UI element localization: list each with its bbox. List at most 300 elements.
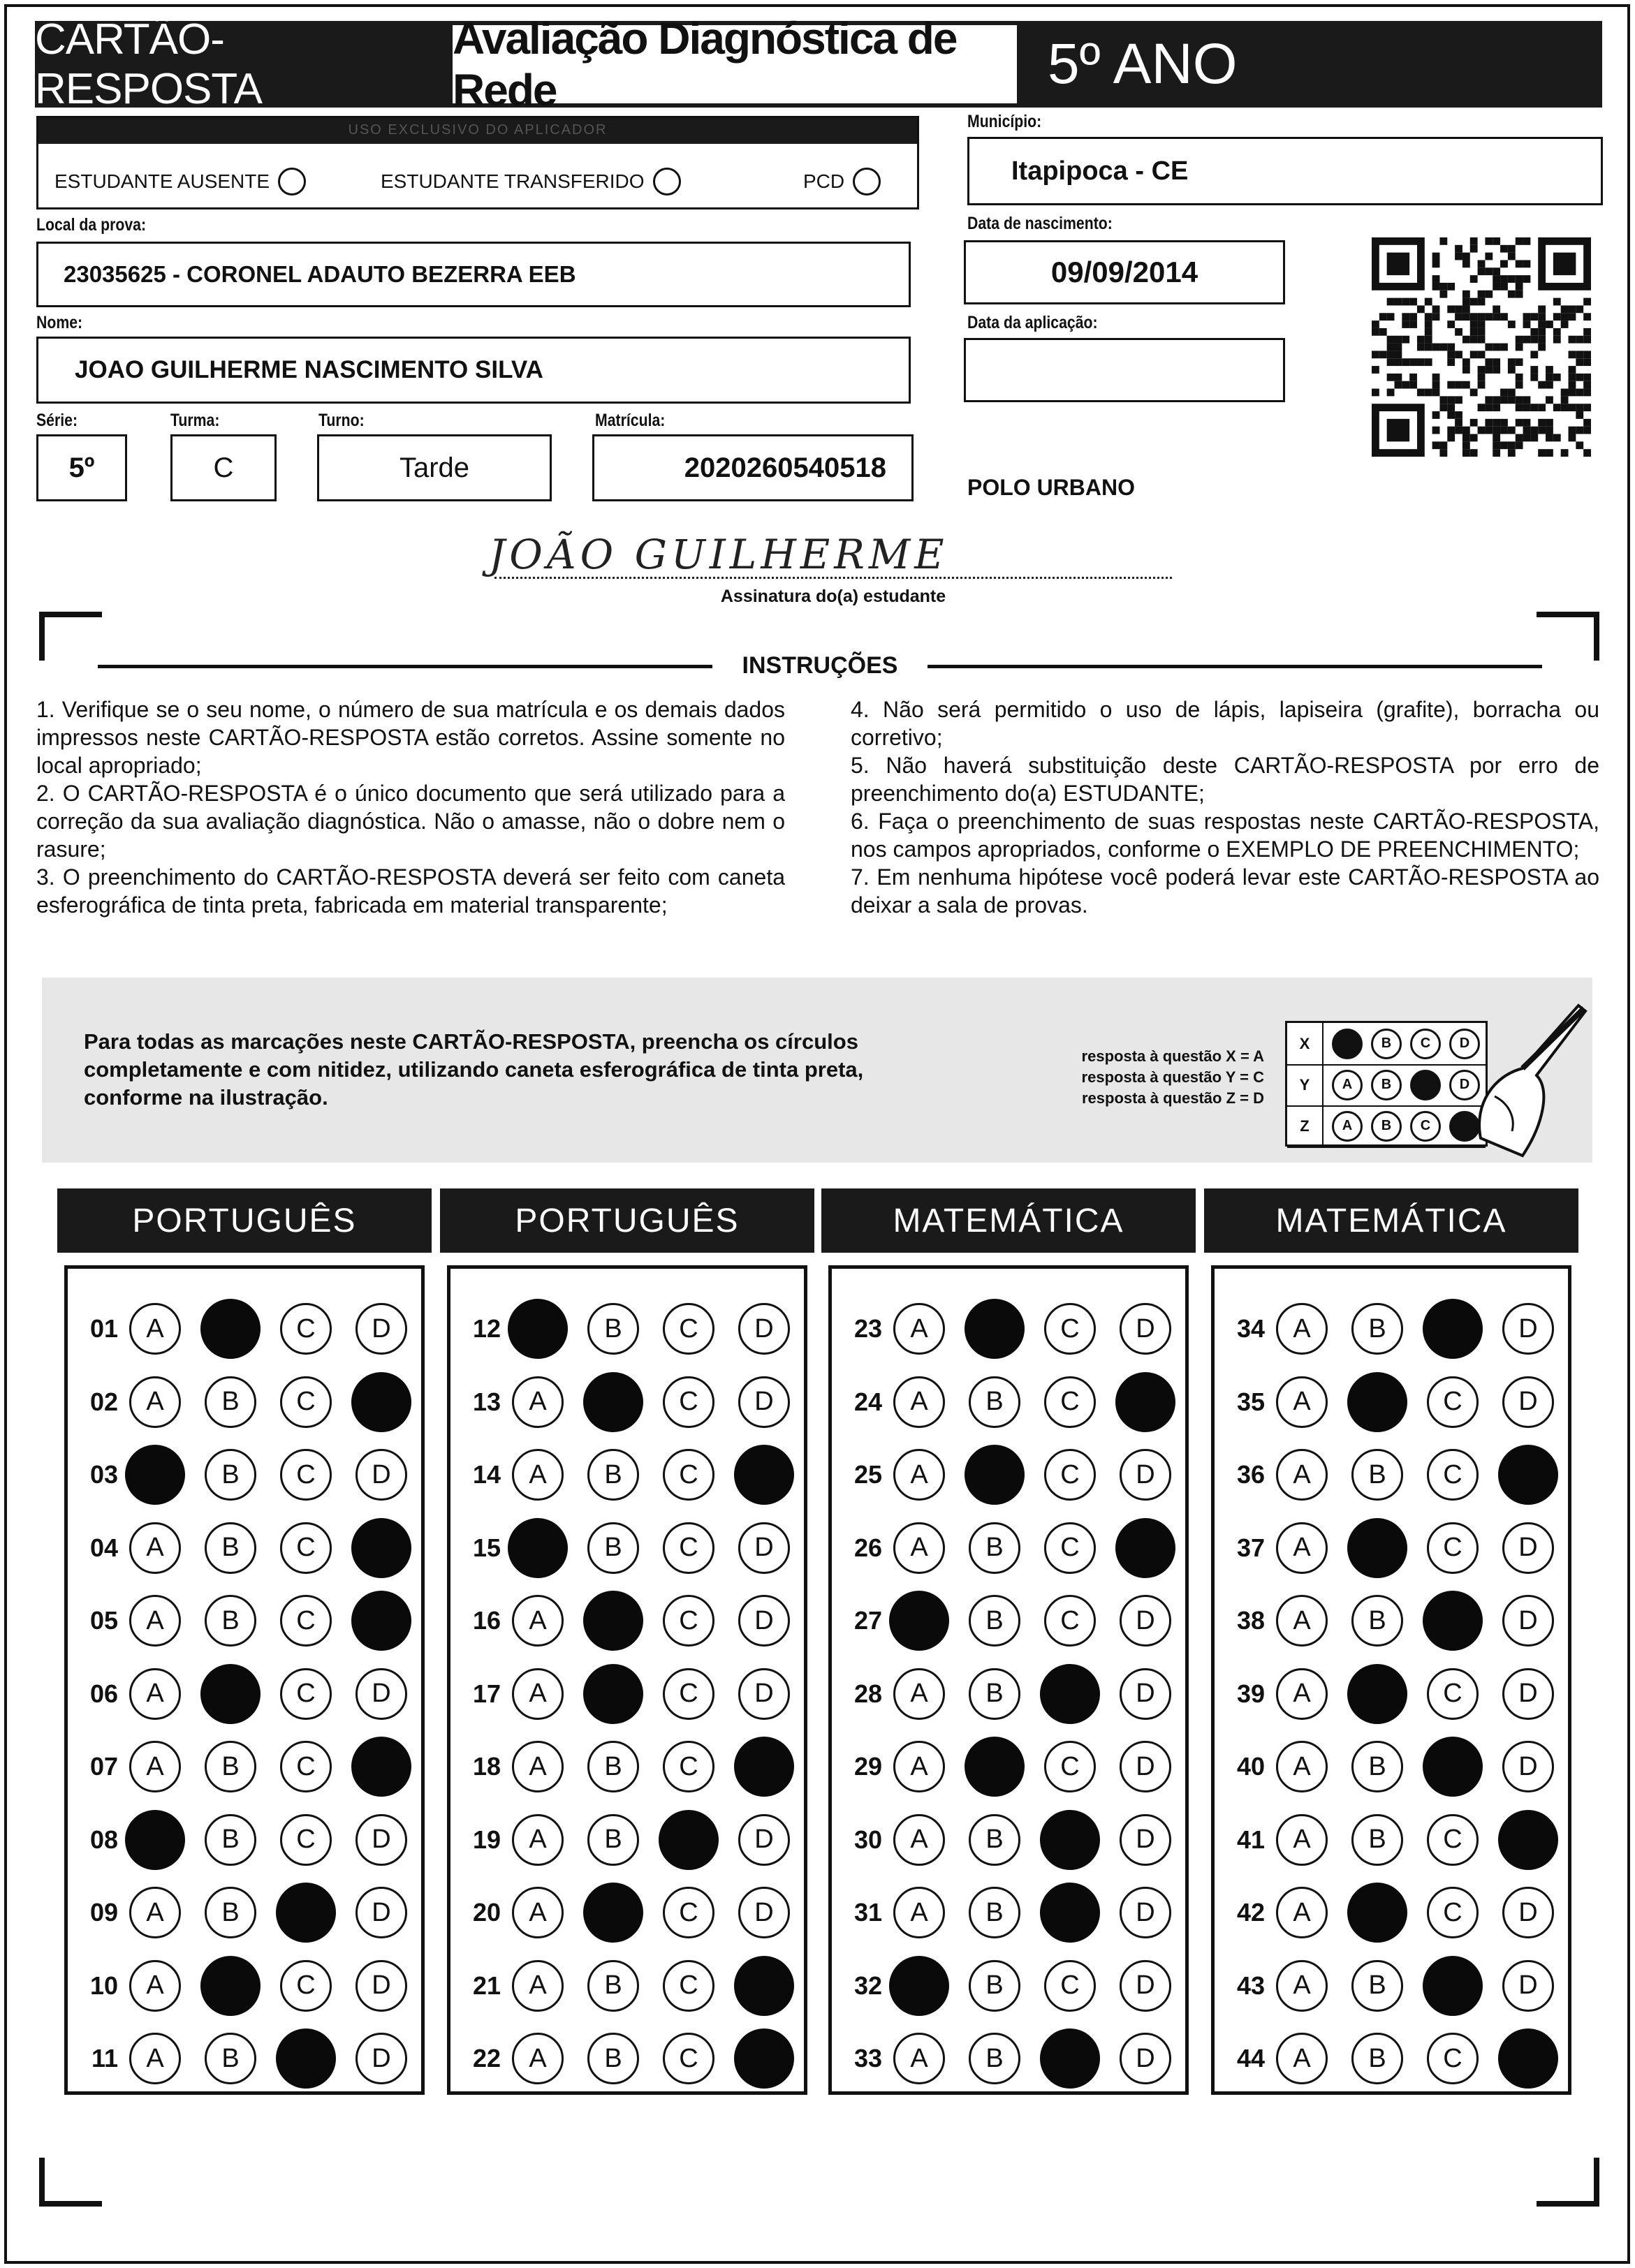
bubble-c[interactable]: C — [1044, 1595, 1096, 1647]
question-number: 41 — [1236, 1825, 1265, 1854]
example-answer: resposta à questão X = A — [1081, 1047, 1264, 1065]
bubble-a[interactable]: A — [129, 1741, 181, 1792]
bubble-a[interactable]: A — [512, 1741, 564, 1792]
question-number: 01 — [89, 1314, 118, 1343]
bubble-b-filled[interactable] — [965, 1299, 1025, 1359]
bubble-c[interactable]: C — [663, 1595, 714, 1647]
bubble-c[interactable]: C — [280, 1814, 332, 1866]
instruction-item: 7. Em nenhuma hipótese você poderá levar este CARTÃO-RESPOSTA ao deixar a sala de provas. — [851, 864, 1599, 918]
bubble-c[interactable]: C — [1044, 1522, 1096, 1574]
bubble-a[interactable]: A — [1276, 1595, 1328, 1647]
bubble-d[interactable]: D — [1120, 1960, 1171, 2012]
bubble-c-filled[interactable] — [659, 1810, 719, 1870]
bubble-c[interactable]: C — [280, 1303, 332, 1355]
question-number: 15 — [472, 1533, 501, 1562]
question-row — [68, 1520, 407, 1576]
question-number: 10 — [89, 1971, 118, 2000]
bubble-a[interactable]: A — [1276, 1303, 1328, 1355]
bubble-b[interactable]: B — [205, 1449, 256, 1501]
instructions-left — [36, 695, 785, 919]
bubble-a[interactable]: A — [129, 1960, 181, 2012]
bubble-d[interactable]: D — [355, 1303, 407, 1355]
bubble-a-filled[interactable] — [508, 1299, 568, 1359]
name-value: JOAO GUILHERME NASCIMENTO SILVA — [36, 337, 911, 404]
bubble-d-filled[interactable] — [1498, 1810, 1558, 1870]
assessment-title: Avaliação Diagnóstica de Rede — [453, 25, 1017, 103]
bubble-c-filled[interactable] — [1423, 1591, 1483, 1651]
instructions-right — [851, 695, 1599, 919]
bubble-b[interactable]: B — [969, 1814, 1020, 1866]
bubble-d[interactable]: D — [1502, 1668, 1554, 1720]
bubble-a[interactable]: A — [512, 1960, 564, 2012]
absent-option[interactable] — [54, 168, 306, 196]
bubble-a[interactable]: A — [1276, 1741, 1328, 1792]
grade-field-value: 5º — [36, 434, 127, 501]
bubble-c[interactable]: C — [663, 1741, 714, 1792]
signature-caption: Assinatura do(a) estudante — [720, 587, 946, 606]
bubble-d[interactable]: D — [738, 1522, 790, 1574]
bubble-c[interactable]: C — [663, 2033, 714, 2084]
instructions-title: INSTRUÇÕES — [742, 652, 898, 679]
bubble-b[interactable]: B — [205, 1741, 256, 1792]
question-number: 14 — [472, 1460, 501, 1489]
bubble-d[interactable]: D — [738, 1595, 790, 1647]
transferred-option[interactable] — [381, 168, 681, 196]
question-row — [450, 1374, 790, 1430]
question-row — [832, 1301, 1171, 1357]
bubble-b-filled[interactable] — [583, 1883, 643, 1943]
bubble-b-filled[interactable] — [1347, 1518, 1407, 1578]
question-row — [832, 1958, 1171, 2014]
example-bubble-b: B — [1371, 1029, 1402, 1059]
bubble-d[interactable]: D — [355, 1887, 407, 1938]
bubble-c-filled[interactable] — [1040, 1664, 1100, 1724]
bubble-b-filled[interactable] — [583, 1591, 643, 1651]
bubble-a[interactable]: A — [512, 1814, 564, 1866]
bubble-a[interactable]: A — [1276, 1376, 1328, 1428]
bubble-b[interactable]: B — [587, 1741, 639, 1792]
example-bubble-c — [1410, 1070, 1441, 1100]
corner-mark-bottom-left — [39, 2158, 102, 2207]
bubble-b[interactable]: B — [205, 1814, 256, 1866]
signature-line — [494, 577, 1172, 579]
bubble-a[interactable]: A — [129, 1522, 181, 1574]
municipio-value: Itapipoca - CE — [967, 137, 1603, 205]
grade-field-label: Série: — [36, 411, 78, 430]
class-label: Turma: — [170, 411, 220, 430]
question-row — [1215, 1812, 1554, 1868]
bubble-d-filled[interactable] — [351, 1372, 411, 1432]
bubble-d-filled[interactable] — [1498, 1445, 1558, 1505]
bubble-b[interactable]: B — [1351, 1741, 1403, 1792]
question-row — [68, 1812, 407, 1868]
question-number: 29 — [853, 1752, 882, 1781]
bubble-d[interactable]: D — [355, 1668, 407, 1720]
bubble-d-filled[interactable] — [351, 1518, 411, 1578]
bubble-a[interactable]: A — [129, 1595, 181, 1647]
bubble-c[interactable]: C — [280, 1668, 332, 1720]
bubble-c[interactable]: C — [1427, 1522, 1479, 1574]
answer-panel — [64, 1265, 425, 2095]
question-row — [450, 1447, 790, 1503]
shift-value: Tarde — [317, 434, 552, 501]
instruction-item: 6. Faça o preenchimento de suas respostas neste CARTÃO-RESPOSTA, nos campos apropriados, conforme o EXEMPLO DE PREENCHIMENTO; — [851, 809, 1599, 862]
bubble-d-filled[interactable] — [1115, 1372, 1175, 1432]
bubble-c[interactable]: C — [663, 1303, 714, 1355]
example-row-label: Y — [1287, 1064, 1324, 1105]
question-number: 37 — [1236, 1533, 1265, 1562]
bubble-a[interactable]: A — [129, 2033, 181, 2084]
bubble-d-filled[interactable] — [734, 2028, 794, 2089]
bubble-d[interactable]: D — [738, 1303, 790, 1355]
bubble-a[interactable]: A — [1276, 1449, 1328, 1501]
bubble-c[interactable]: C — [1044, 1960, 1096, 2012]
bubble-d[interactable]: D — [1502, 1522, 1554, 1574]
bubble-c[interactable]: C — [1427, 1814, 1479, 1866]
signature-handwriting: JOÃO GUILHERME — [489, 531, 948, 578]
bubble-b[interactable]: B — [1351, 1595, 1403, 1647]
bubble-a[interactable]: A — [893, 1449, 945, 1501]
bubble-b[interactable]: B — [969, 1887, 1020, 1938]
question-number: 32 — [853, 1971, 882, 2000]
bubble-b[interactable]: B — [587, 1522, 639, 1574]
bubble-d-filled[interactable] — [1115, 1518, 1175, 1578]
bubble-a[interactable]: A — [1276, 1522, 1328, 1574]
question-number: 20 — [472, 1898, 501, 1927]
bubble-a[interactable]: A — [893, 1668, 945, 1720]
transferred-circle[interactable] — [653, 168, 681, 196]
bubble-d[interactable]: D — [1502, 1960, 1554, 2012]
absent-circle[interactable] — [278, 168, 306, 196]
bubble-c[interactable]: C — [663, 1376, 714, 1428]
bubble-c[interactable]: C — [663, 1960, 714, 2012]
question-row — [1215, 1666, 1554, 1722]
bubble-d[interactable]: D — [355, 2033, 407, 2084]
bubble-c[interactable]: C — [1427, 1887, 1479, 1938]
example-bubble-a: A — [1332, 1111, 1363, 1142]
bubble-b[interactable]: B — [587, 1814, 639, 1866]
name-label: Nome: — [36, 313, 83, 332]
example-bubble-b: B — [1371, 1070, 1402, 1100]
bubble-a-filled[interactable] — [889, 1956, 949, 2016]
bubble-a[interactable]: A — [1276, 1887, 1328, 1938]
bubble-c[interactable]: C — [280, 1595, 332, 1647]
bubble-d[interactable]: D — [1502, 1887, 1554, 1938]
bubble-b[interactable]: B — [587, 1449, 639, 1501]
applicator-strip: USO EXCLUSIVO DO APLICADOR — [36, 116, 919, 144]
bubble-d[interactable]: D — [355, 1449, 407, 1501]
question-row — [832, 1885, 1171, 1941]
bubble-d[interactable]: D — [1120, 1887, 1171, 1938]
question-number: 43 — [1236, 1971, 1265, 2000]
question-number: 23 — [853, 1314, 882, 1343]
instruction-item: 3. O preenchimento do CARTÃO-RESPOSTA deverá ser feito com caneta esferográfica de tinta preta, fabricada em material transparente; — [36, 864, 785, 918]
example-bubble-d: D — [1449, 1070, 1480, 1100]
question-row — [450, 1958, 790, 2014]
question-number: 34 — [1236, 1314, 1265, 1343]
bubble-a[interactable]: A — [893, 2033, 945, 2084]
question-row — [68, 1301, 407, 1357]
question-row — [450, 1593, 790, 1649]
bubble-d[interactable]: D — [1120, 1814, 1171, 1866]
bubble-d[interactable]: D — [1502, 1741, 1554, 1792]
bubble-a[interactable]: A — [512, 1887, 564, 1938]
bubble-a[interactable]: A — [893, 1376, 945, 1428]
bubble-a[interactable]: A — [129, 1376, 181, 1428]
question-row — [68, 2031, 407, 2086]
question-number: 38 — [1236, 1606, 1265, 1635]
bubble-b-filled[interactable] — [200, 1956, 261, 2016]
question-row — [68, 1374, 407, 1430]
example-bubble-b: B — [1371, 1111, 1402, 1142]
question-row — [68, 1447, 407, 1503]
bubble-b[interactable]: B — [969, 1376, 1020, 1428]
bubble-a[interactable]: A — [893, 1303, 945, 1355]
bubble-d-filled[interactable] — [734, 1956, 794, 2016]
bubble-d-filled[interactable] — [734, 1737, 794, 1797]
bubble-a[interactable]: A — [512, 1376, 564, 1428]
bubble-d[interactable]: D — [355, 1960, 407, 2012]
question-number: 44 — [1236, 2044, 1265, 2072]
bubble-c[interactable]: C — [280, 1960, 332, 2012]
bubble-c[interactable]: C — [1427, 2033, 1479, 2084]
question-row — [832, 2031, 1171, 2086]
question-number: 04 — [89, 1533, 118, 1562]
qr-code — [1369, 237, 1594, 457]
bubble-c[interactable]: C — [1044, 1449, 1096, 1501]
bubble-c[interactable]: C — [1427, 1449, 1479, 1501]
bubble-d[interactable]: D — [1502, 1376, 1554, 1428]
bubble-d[interactable]: D — [738, 1887, 790, 1938]
bubble-a[interactable]: A — [512, 1668, 564, 1720]
bubble-b[interactable]: B — [1351, 1960, 1403, 2012]
corner-mark-bottom-right — [1537, 2158, 1599, 2207]
bubble-c-filled[interactable] — [276, 2028, 336, 2089]
bubble-d[interactable]: D — [1120, 1741, 1171, 1792]
bubble-b[interactable]: B — [587, 2033, 639, 2084]
bubble-c[interactable]: C — [280, 1522, 332, 1574]
pcd-option[interactable] — [803, 168, 881, 196]
instruction-item: 5. Não haverá substituição deste CARTÃO-RESPOSTA por erro de preenchimento do(a) ESTUDANTE; — [851, 753, 1599, 806]
bubble-d-filled[interactable] — [351, 1591, 411, 1651]
corner-mark-top-right — [1537, 612, 1599, 661]
question-row — [1215, 1374, 1554, 1430]
bubble-d[interactable]: D — [1120, 1595, 1171, 1647]
section-header: PORTUGUÊS — [57, 1188, 432, 1253]
bubble-c[interactable]: C — [663, 1522, 714, 1574]
example-bubble-a: A — [1332, 1070, 1363, 1100]
question-row — [832, 1374, 1171, 1430]
question-number: 42 — [1236, 1898, 1265, 1927]
question-row — [832, 1812, 1171, 1868]
section-header: MATEMÁTICA — [821, 1188, 1196, 1253]
question-row — [1215, 1885, 1554, 1941]
question-row — [832, 1593, 1171, 1649]
question-row — [450, 1739, 790, 1795]
bubble-a[interactable]: A — [129, 1668, 181, 1720]
bubble-c[interactable]: C — [1044, 1376, 1096, 1428]
bubble-b[interactable]: B — [1351, 1449, 1403, 1501]
bubble-b[interactable]: B — [969, 2033, 1020, 2084]
bubble-b[interactable]: B — [969, 1522, 1020, 1574]
enrollment-label: Matrícula: — [595, 411, 666, 430]
bubble-a[interactable]: A — [1276, 1668, 1328, 1720]
bubble-c[interactable]: C — [280, 1376, 332, 1428]
bubble-c[interactable]: C — [1427, 1376, 1479, 1428]
question-row — [450, 1301, 790, 1357]
pcd-label: PCD — [803, 170, 845, 192]
instructions-rule-left — [98, 665, 712, 668]
question-number: 35 — [1236, 1387, 1265, 1416]
birthdate-value: 09/09/2014 — [964, 240, 1285, 304]
question-number: 03 — [89, 1460, 118, 1489]
question-number: 36 — [1236, 1460, 1265, 1489]
bubble-b[interactable]: B — [969, 1595, 1020, 1647]
question-number: 24 — [853, 1387, 882, 1416]
bubble-a[interactable]: A — [512, 2033, 564, 2084]
question-row — [1215, 1301, 1554, 1357]
bubble-b-filled[interactable] — [1347, 1883, 1407, 1943]
bubble-b-filled[interactable] — [200, 1664, 261, 1724]
instructions-rule-right — [928, 665, 1542, 668]
bubble-b[interactable]: B — [969, 1960, 1020, 2012]
question-row — [832, 1739, 1171, 1795]
question-number: 30 — [853, 1825, 882, 1854]
bubble-b[interactable]: B — [587, 1960, 639, 2012]
transferred-label: ESTUDANTE TRANSFERIDO — [381, 170, 645, 192]
bubble-a[interactable]: A — [512, 1595, 564, 1647]
bubble-b-filled[interactable] — [583, 1372, 643, 1432]
question-number: 33 — [853, 2044, 882, 2072]
bubble-b[interactable]: B — [1351, 2033, 1403, 2084]
question-row — [1215, 1593, 1554, 1649]
bubble-a[interactable]: A — [1276, 1960, 1328, 2012]
bubble-b-filled[interactable] — [965, 1445, 1025, 1505]
bubble-c-filled[interactable] — [1040, 2028, 1100, 2089]
question-number: 26 — [853, 1533, 882, 1562]
bubble-b[interactable]: B — [1351, 1303, 1403, 1355]
bubble-c[interactable]: C — [1044, 1303, 1096, 1355]
question-number: 39 — [1236, 1679, 1265, 1708]
bubble-b-filled[interactable] — [583, 1664, 643, 1724]
question-row — [450, 2031, 790, 2086]
answer-panel — [828, 1265, 1189, 2095]
bubble-d-filled[interactable] — [351, 1737, 411, 1797]
bubble-a[interactable]: A — [893, 1741, 945, 1792]
bubble-b[interactable]: B — [205, 1376, 256, 1428]
municipio-label: Município: — [967, 112, 1042, 131]
bubble-a-filled[interactable] — [125, 1810, 185, 1870]
bubble-b[interactable]: B — [205, 1595, 256, 1647]
application-date-value — [964, 338, 1285, 402]
bubble-b[interactable]: B — [205, 2033, 256, 2084]
bubble-a-filled[interactable] — [125, 1445, 185, 1505]
question-number: 12 — [472, 1314, 501, 1343]
question-row — [1215, 1447, 1554, 1503]
bubble-d[interactable]: D — [738, 1814, 790, 1866]
bubble-c[interactable]: C — [280, 1449, 332, 1501]
bubble-d[interactable]: D — [355, 1814, 407, 1866]
question-number: 31 — [853, 1898, 882, 1927]
bubble-c-filled[interactable] — [1423, 1737, 1483, 1797]
question-number: 07 — [89, 1752, 118, 1781]
bubble-b-filled[interactable] — [200, 1299, 261, 1359]
bubble-a-filled[interactable] — [889, 1591, 949, 1651]
question-number: 09 — [89, 1898, 118, 1927]
bubble-d[interactable]: D — [738, 1668, 790, 1720]
bubble-a[interactable]: A — [512, 1449, 564, 1501]
question-number: 08 — [89, 1825, 118, 1854]
bubble-c-filled[interactable] — [1423, 1299, 1483, 1359]
bubble-d[interactable]: D — [1120, 2033, 1171, 2084]
example-answers — [1034, 1046, 1264, 1109]
bubble-d[interactable]: D — [1120, 1449, 1171, 1501]
bubble-c[interactable]: C — [663, 1449, 714, 1501]
question-row — [832, 1447, 1171, 1503]
bubble-d-filled[interactable] — [1498, 2028, 1558, 2089]
bubble-a[interactable]: A — [893, 1814, 945, 1866]
bubble-c-filled[interactable] — [1040, 1883, 1100, 1943]
bubble-c-filled[interactable] — [1423, 1956, 1483, 2016]
bubble-b[interactable]: B — [587, 1303, 639, 1355]
section-header: MATEMÁTICA — [1204, 1188, 1578, 1253]
bubble-c[interactable]: C — [280, 1741, 332, 1792]
bubble-b-filled[interactable] — [1347, 1372, 1407, 1432]
bubble-c[interactable]: C — [1427, 1668, 1479, 1720]
question-row — [68, 1593, 407, 1649]
grade-label: 5º ANO — [1048, 32, 1238, 96]
question-row — [450, 1666, 790, 1722]
corner-mark-top-left — [39, 612, 102, 661]
question-row — [832, 1520, 1171, 1576]
bubble-c-filled[interactable] — [1040, 1810, 1100, 1870]
example-answer: resposta à questão Y = C — [1081, 1068, 1264, 1086]
bubble-c[interactable]: C — [663, 1668, 714, 1720]
question-number: 18 — [472, 1752, 501, 1781]
example-text: Para todas as marcações neste CARTÃO-RESPOSTA, preencha os círculos completamente e com nitidez, utilizando caneta esferográfica de tinta preta, conforme na ilustração. — [84, 1029, 864, 1110]
question-row — [1215, 1739, 1554, 1795]
bubble-b[interactable]: B — [1351, 1814, 1403, 1866]
bubble-b[interactable]: B — [205, 1522, 256, 1574]
bubble-b-filled[interactable] — [1347, 1664, 1407, 1724]
shift-label: Turno: — [318, 411, 365, 430]
application-date-label: Data da aplicação: — [967, 313, 1098, 332]
bubble-b[interactable]: B — [205, 1887, 256, 1938]
bubble-a[interactable]: A — [129, 1887, 181, 1938]
bubble-a[interactable]: A — [893, 1887, 945, 1938]
bubble-a-filled[interactable] — [508, 1518, 568, 1578]
example-bubble-c: C — [1410, 1111, 1441, 1142]
bubble-a[interactable]: A — [893, 1522, 945, 1574]
bubble-c-filled[interactable] — [276, 1883, 336, 1943]
bubble-a[interactable]: A — [1276, 2033, 1328, 2084]
question-number: 27 — [853, 1606, 882, 1635]
pcd-circle[interactable] — [853, 168, 881, 196]
bubble-d[interactable]: D — [1120, 1303, 1171, 1355]
bubble-b[interactable]: B — [969, 1668, 1020, 1720]
bubble-a[interactable]: A — [1276, 1814, 1328, 1866]
bubble-c[interactable]: C — [1044, 1741, 1096, 1792]
bubble-d-filled[interactable] — [734, 1445, 794, 1505]
bubble-d[interactable]: D — [1120, 1668, 1171, 1720]
bubble-d[interactable]: D — [1502, 1303, 1554, 1355]
bubble-a[interactable]: A — [129, 1303, 181, 1355]
question-row — [68, 1885, 407, 1941]
bubble-d[interactable]: D — [738, 1376, 790, 1428]
bubble-c[interactable]: C — [663, 1887, 714, 1938]
bubble-b-filled[interactable] — [965, 1737, 1025, 1797]
bubble-d[interactable]: D — [1502, 1595, 1554, 1647]
